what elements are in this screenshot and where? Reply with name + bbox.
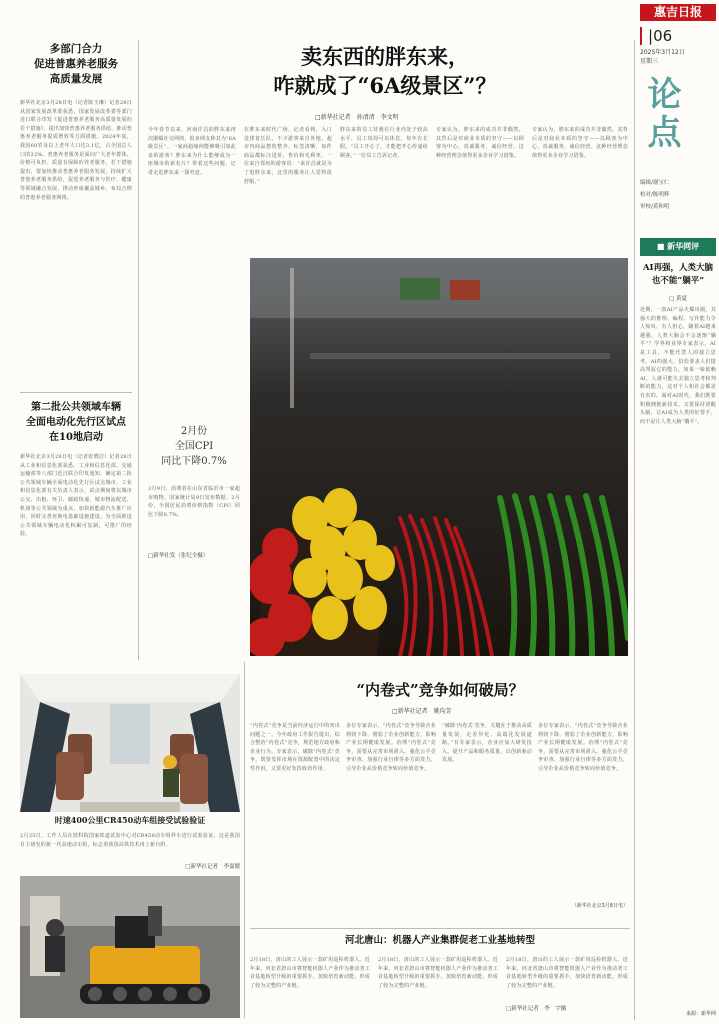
robot-photo: [20, 876, 240, 1018]
train-caption: [20, 814, 240, 870]
robot-body-col-3: 2月18日，唐山的工人展示一款矿用巡检机器人。近年来，河北省唐山市将智能机器人产业作为推动老工业基地转型升级的重要抓手，加快培育新动能，形成了较为完整的产业链。: [506, 957, 628, 989]
proofreader-credit: 校对/陈明辉: [640, 192, 670, 198]
train-photo: [20, 674, 240, 812]
designer-credit: 审校/黄和明: [640, 204, 670, 210]
neijuan-body-col-4: 多位专家表示，“内卷式”竞争导致企业利润下降，削弱了企业创新能力，影响产业长期健康发展。治理“内卷式”竞争，需要从完善市场准入、强化公平竞争审查、加强行业自律等多方面发力，引导企业从价格竞争转向价值竞争。: [538, 723, 628, 772]
train-caption-body: 2月25日，工作人员在铁科院国家铁道试验中心对CR450动车组样车进行试验验证。这是我国自主研发的新一代高速动车组，标志着我国高铁技术再上新台阶。: [20, 833, 240, 848]
wangping-headline: [640, 262, 716, 288]
robot-col-3: [506, 956, 628, 1018]
train-caption-title: 时速400公里CR450动车组接受试验验证: [54, 815, 206, 825]
neijuan-footer: （新华社北京3月8日电）: [571, 903, 628, 909]
lead-body-col-4: 专家认为，胖东来的成功并非偶然，其背后是对商业本质的坚守——以顾客为中心，真诚服务，诚信经营。这种经营理念值得更多企业学习借鉴。: [436, 127, 524, 159]
wangping-headline-l1: AI再强，人类大脑: [642, 263, 714, 273]
lead-body-col-2: 在胖东来时代广场，记者看到，入口处排着长队，不少游客来自外地。超市内商品摆放整齐，标签清晰，每件商品都标注进价、售价和毛利率。一位来自郑州的游客说：“来许昌就是为了逛胖东来，这里的服务让人觉得很舒服。”: [244, 127, 332, 185]
neijuan-headline: “内卷式”竞争如何破局？: [356, 681, 524, 699]
lead-headline: [150, 42, 620, 100]
article-2-headline-l2: 全面电动化先行区试点: [26, 417, 126, 428]
lead-headline-l2: 咋就成了“6A级景区”？: [273, 73, 497, 98]
neijuan-byline: □新华社记者 姚均芳: [392, 708, 452, 715]
article-1-headline-l3: 高质量发展: [49, 73, 103, 85]
robot-headline: 河北唐山：机器人产业集群促老工业基地转型: [344, 935, 535, 946]
lead-byline: □新华社记者 孙清清 李文明: [315, 114, 399, 121]
train-interior-illustration: [20, 674, 240, 812]
robot-body-col-1: 2月18日，唐山的工人展示一款矿用巡检机器人。近年来，河北省唐山市将智能机器人产业作为推动老工业基地转型升级的重要抓手，加快培育新动能，形成了较为完整的产业链。: [250, 957, 370, 989]
lead-body-col-3: 胖东来的员工待遇在行业内处于较高水平，员工每周可以休息，每年有长假。“员工开心了，才能把开心传递给顾客。”一位员工告诉记者。: [340, 127, 428, 159]
robot-byline: □新华社记者 李 宇摄: [506, 1006, 567, 1012]
paper-name-badge: [640, 4, 716, 21]
wangping-body: 近期，一款AI产品火爆出圈，其强大的推理、编程、写作能力令人惊叹。有人担心，随着AI越来越强，人类大脑会不会逐渐“躺平”？学界和业界专家表示，AI是工具，不能代替人的独立思考。AI的强大，恰恰要求人们提高驾驭它的能力。如果一味依赖AI，人就可能失去独立思考和判断的能力，这对个人和社会都是有害的。面对AI时代，我们既要积极拥抱新技术，又要保持清醒头脑，让AI成为人类的好帮手，而不是让人类大脑“躺平”。: [640, 307, 716, 425]
left-article-1: [20, 42, 132, 381]
page-number: |06: [640, 27, 716, 45]
section-title: 论点: [641, 76, 681, 152]
article-1-body: 新华社北京3月28日电（记者陈玉琳）记者28日从国家发展改革委获悉，国家发展改革委等部门近日联合印发《促进普惠养老服务高质量发展的若干措施》，提出加快普惠养老服务供给、推动普惠养老服务提质增效等方面措施。2024年底，我国60岁及以上老年人口达3.1亿，占全国总人口的22%。普惠养老服务是面向广大老年群体、价格可负担、质量有保障的养老服务。若干措施提出，要加快推动普惠养老服务发展，持续扩大普惠养老服务供给，促进养老服务与医疗、健康等领域融合发展，推动形成覆盖城乡、布局合理的普惠养老服务网络。: [20, 100, 132, 201]
wangping-headline-l2: 也不能“躺平”: [651, 276, 705, 286]
neijuan-body-col-3: “破除‘内卷式’竞争，关键在于推动高质量发展，走差异化、高端化发展道路。”有专家表示，企业应加大研发投入，提升产品和服务质量，以创新驱动发展。: [442, 723, 532, 764]
article-2-headline-l1: 第二批公共领域车辆: [31, 402, 121, 413]
cpi-block: [148, 424, 240, 559]
issue-date: 2025年3月12日: [640, 49, 685, 56]
cpi-title-l3: 同比下降0.7%: [161, 456, 227, 467]
paper-name: 惠吉日报: [653, 5, 702, 19]
train-byline: □新华社记者 李嘉懿: [185, 864, 240, 870]
article-1-headline-l2: 促进普惠养老服务: [34, 58, 118, 70]
issue-weekday: 星期三: [640, 58, 659, 65]
neijuan-col-4: [538, 722, 628, 918]
robot-body-col-2: 2月18日，唐山的工人展示一款矿用巡检机器人。近年来，河北省唐山市将智能机器人产业作为推动老工业基地转型升级的重要抓手，加快培育新动能，形成了较为完整的产业链。: [378, 957, 498, 989]
section-block: [640, 76, 716, 226]
editor-credit: 编辑/谢宝仁: [640, 180, 670, 186]
cpi-title-l1: 2月份: [180, 426, 208, 437]
article-1-headline-l1: 多部门合力: [49, 43, 103, 55]
neijuan-body-col-1: “内卷式”竞争是当前经济运行中的突出问题之一。今年政府工作报告提出，综合整治“内卷式”竞争，规范地方政府和企业行为。专家表示，破除“内卷式”竞争，既要发挥市场在资源配置中的决定性作用，又要更好发挥政府作用。: [250, 723, 340, 772]
cpi-title-l2: 全国CPI: [174, 441, 214, 452]
masthead: [640, 4, 716, 66]
wangping-tag-icon: ■: [656, 242, 668, 251]
lead-body-col-1: 今年春节以来，河南许昌的胖东来再次刷爆社交网络，很多网友称其为“6A级景区”。一家商超缘何能够吸引如此多的游客？胖东来为什么能够成为一座城市的新名片？带着这些问题，记者走进胖东来一探究竟。: [148, 127, 236, 176]
article-2-headline-l3: 在10地启动: [49, 432, 103, 443]
lead-body-col-5: 专家认为，胖东来的成功并非偶然，其背后是对商业本质的坚守——以顾客为中心，真诚服务，诚信经营。这种经营理念值得更多企业学习借鉴。: [532, 127, 628, 159]
pepper-photo: [250, 258, 628, 656]
neijuan-body-col-2: 多位专家表示，“内卷式”竞争导致企业利润下降，削弱了企业创新能力，影响产业长期健康发展。治理“内卷式”竞争，需要从完善市场准入、强化公平竞争审查、加强行业自律等多方面发力，引导企业从价格竞争转向价值竞争。: [346, 723, 436, 772]
wangping-author: □ 黄夏: [669, 296, 687, 302]
left-article-2: [20, 400, 132, 651]
robot-illustration: [20, 876, 240, 1018]
pepper-photo-illustration: [250, 258, 628, 656]
wangping-source: 来源：新华网: [685, 1011, 716, 1017]
cpi-body: 3月9日，消费者在山东省临沂市一家超市购物。国家统计局9日发布数据，2月份，全国居民消费价格指数（CPI）同比下降0.7%。: [148, 486, 240, 518]
lead-headline-l1: 卖东西的胖东来，: [301, 44, 469, 69]
article-2-body: 新华社北京3月28日电（记者张晓洁）记者28日从工业和信息化部获悉，工业和信息化部、交通运输部等八部门近日联合印发通知，确定第二批公共领域车辆全面电动化先行区试点城市。工业和信息化部有关负责人表示，试点期间将以城市公交、出租、环卫、邮政快递、城市物流配送、机场等公共领域为重点，加快新能源汽车推广应用，同时完善充换电基础设施建设，为全面推进公共领域车辆电动化积累可复制、可推广的经验。: [20, 454, 132, 538]
wangping-tag: ■ 新华网评: [640, 238, 716, 256]
cpi-byline: □新华社发（张纪全摄）: [148, 553, 209, 559]
